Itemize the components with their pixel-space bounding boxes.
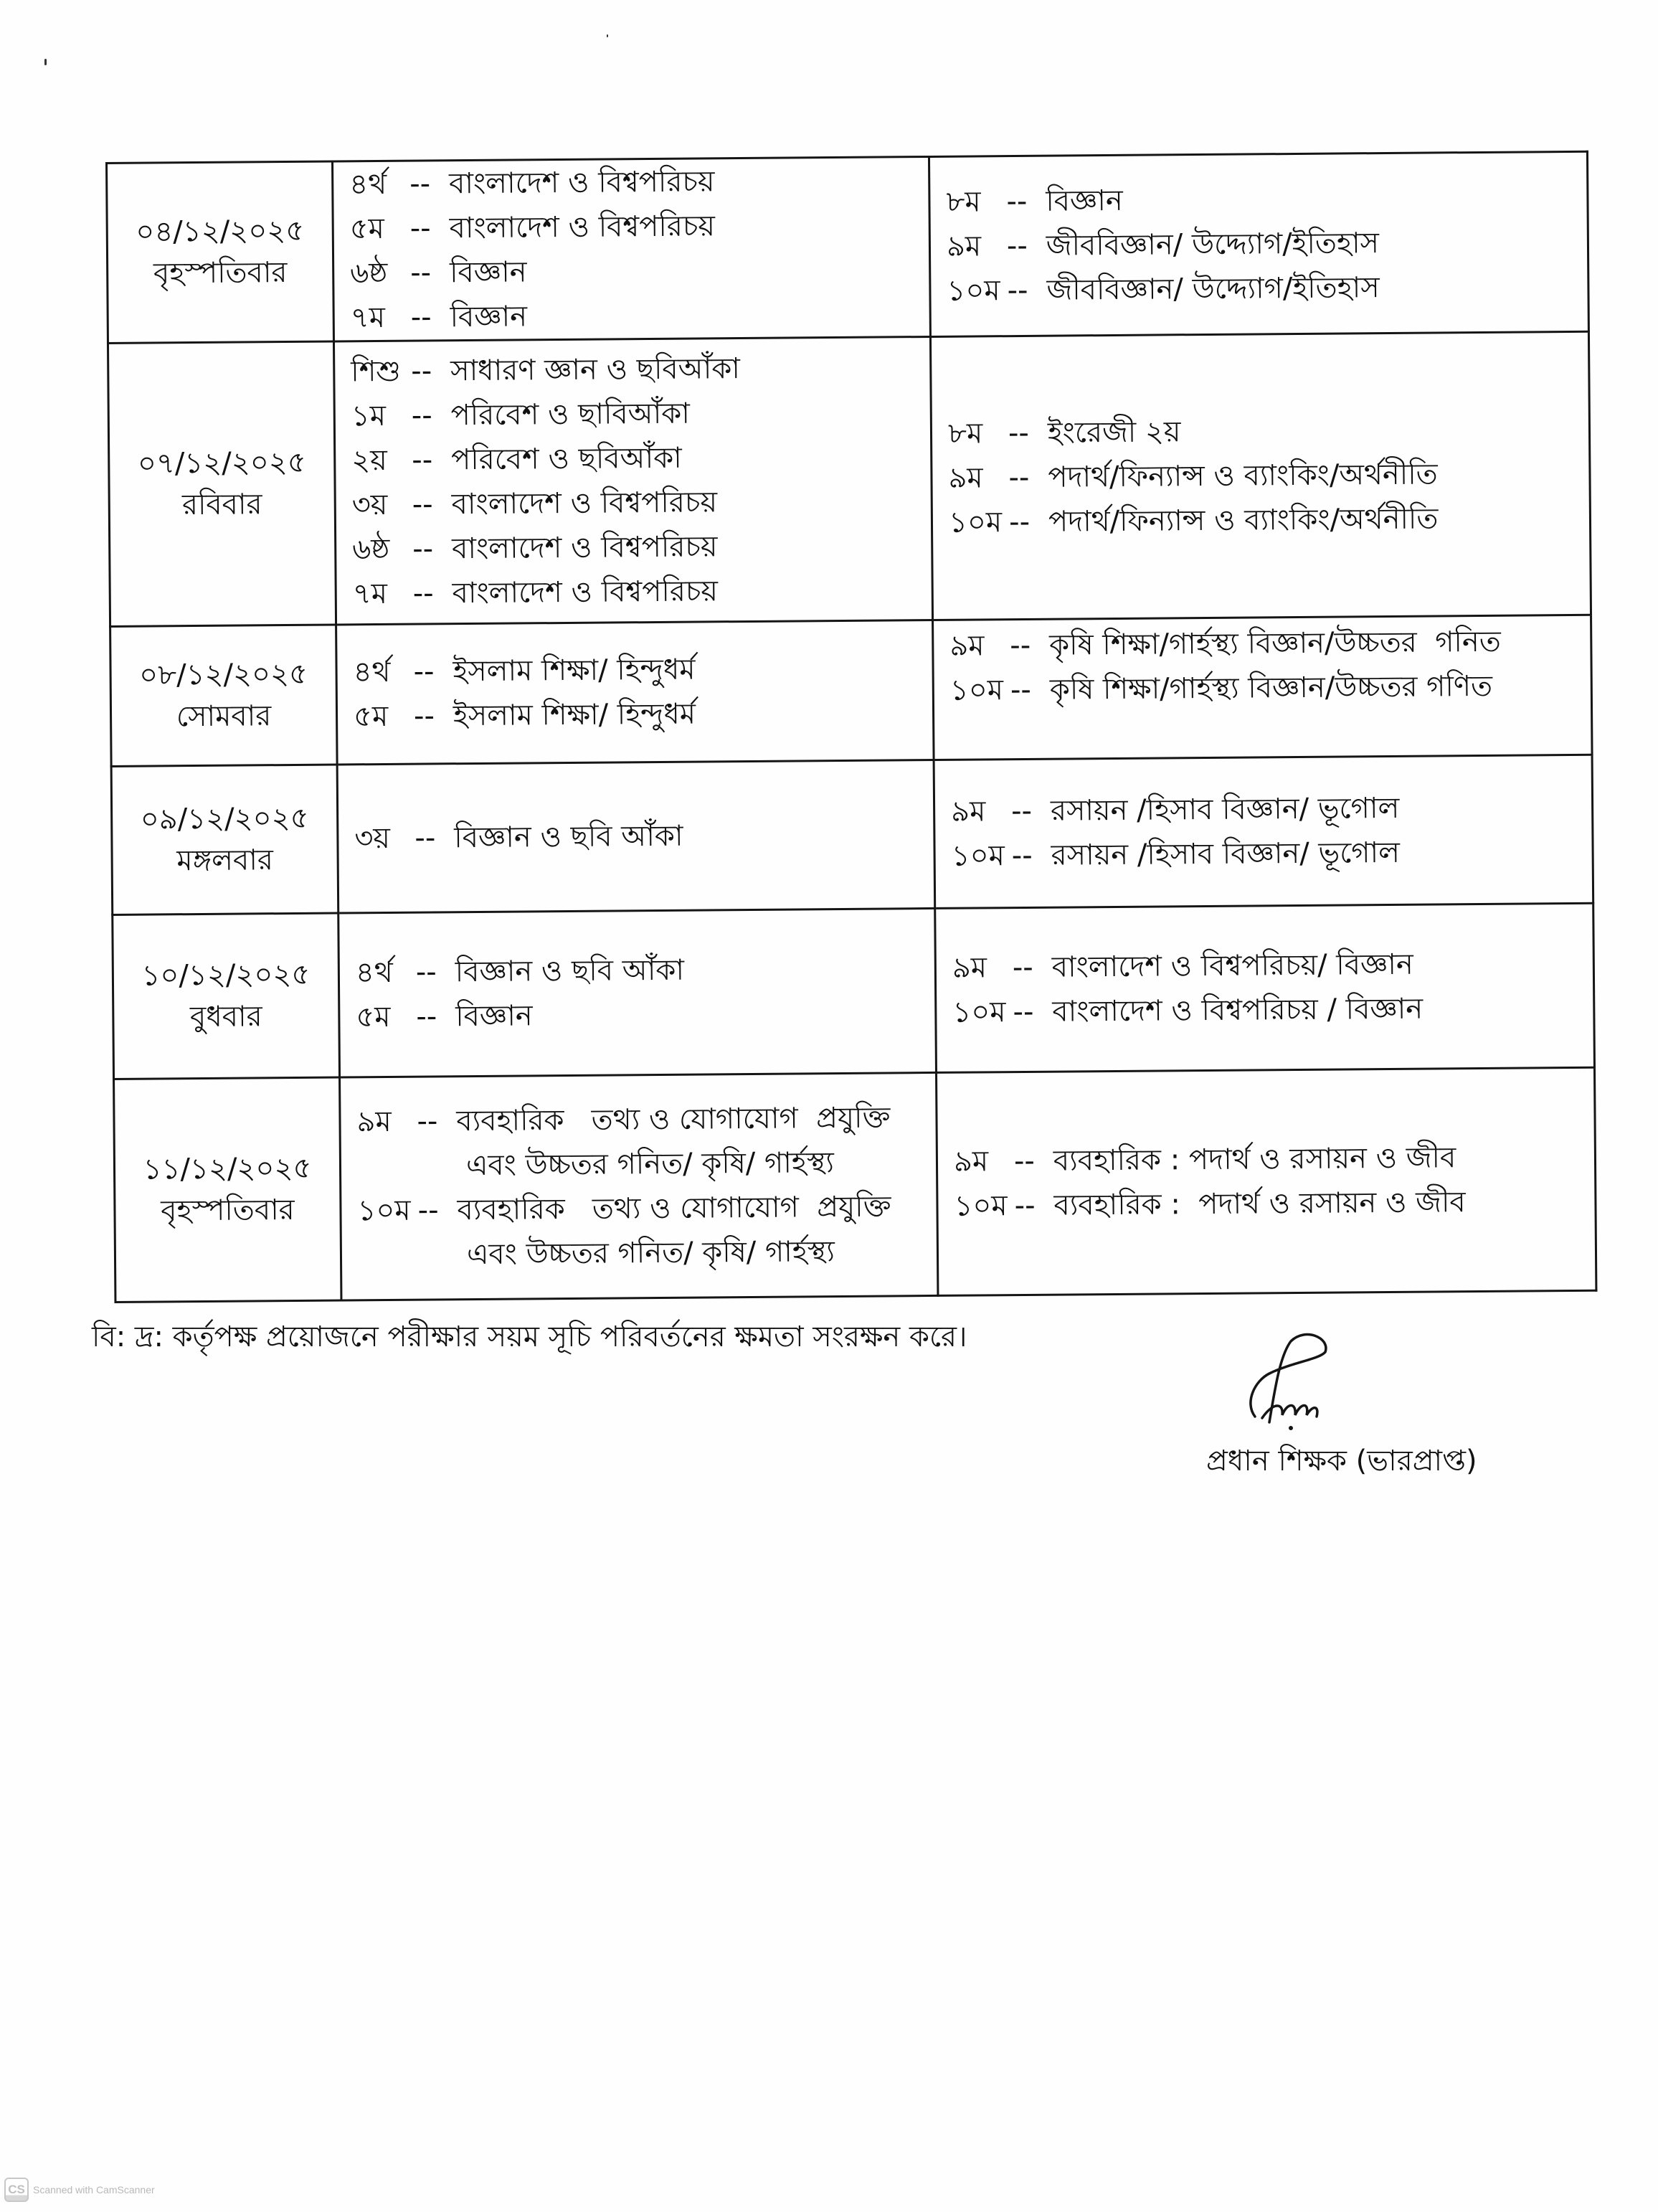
- class-subject-entry: [951, 829, 1591, 879]
- class-label: ৯ম: [953, 1145, 989, 1178]
- separator: --: [1013, 995, 1034, 1029]
- subject-name: বাংলাদেশ ও বিশ্বপরিচয়/ বিজ্ঞান: [1051, 947, 1413, 984]
- exam-date: ১১/১২/২০২৫: [143, 1151, 312, 1186]
- class-subject-entry: [351, 389, 930, 438]
- schedule-row: [114, 1067, 1596, 1302]
- subject-name: বিজ্ঞান ও ছবি আঁকা: [454, 819, 683, 855]
- separator: --: [1010, 794, 1033, 828]
- subject-name: ব্যবহারিক : পদার্থ ও রসায়ন ও জীব: [1053, 1186, 1466, 1222]
- subject-name: জীববিজ্ঞান/ উদ্দ্যোগ/ইতিহাস: [1046, 271, 1380, 307]
- class-subject-entry: [352, 478, 931, 527]
- subject-name: বিজ্ঞান: [449, 255, 527, 290]
- subject-name: পরিবেশ ও ছাবিআঁকা: [450, 397, 691, 433]
- class-label: ৬ষ্ঠ: [350, 256, 388, 290]
- separator: --: [409, 167, 431, 201]
- class-label: ১০ম: [357, 1194, 411, 1228]
- exam-day: বুধবার: [189, 1000, 262, 1034]
- date-cell: [114, 1077, 341, 1302]
- separator: --: [411, 399, 432, 433]
- separator: --: [1010, 628, 1031, 663]
- date-cell: [113, 913, 340, 1079]
- separator: --: [415, 955, 437, 989]
- class-subject-entry: [951, 785, 1591, 834]
- subject-name: বাংলাদেশ ও বিশ্বপরিচয়: [448, 165, 715, 201]
- junior-classes-cell: [333, 336, 932, 625]
- class-label: ৭ম: [350, 301, 386, 335]
- subject-name: রসায়ন /হিসাব বিজ্ঞান/ ভূগোল: [1051, 836, 1401, 872]
- date-cell: [110, 625, 338, 766]
- exam-day: বৃহস্পতিবার: [161, 1193, 295, 1228]
- class-label: ৩য়: [351, 488, 388, 522]
- class-subject-entry: [949, 496, 1589, 545]
- subject-name: বিজ্ঞান: [455, 999, 533, 1034]
- class-label: ১০ম: [947, 274, 1000, 308]
- exam-date: ০৭/১২/২০২৫: [137, 445, 306, 481]
- subject-name: বাংলাদেশ ও বিশ্বপরিচয়: [449, 209, 716, 245]
- separator: --: [1013, 1144, 1036, 1178]
- separator: --: [412, 488, 433, 521]
- exam-date: ০৮/১২/২০২৫: [139, 657, 308, 692]
- subject-name: জীববিজ্ঞান/ উদ্দ্যোগ/ইতিহাস: [1046, 227, 1380, 263]
- class-label: ২য়: [351, 443, 388, 478]
- subject-name: বাংলাদেশ ও বিশ্বপরিচয় / বিজ্ঞান: [1052, 992, 1423, 1029]
- subject-name: ব্যবহারিক : পদার্থ ও রসায়ন ও জীব: [1053, 1141, 1456, 1178]
- senior-classes-cell: [929, 151, 1588, 336]
- subject-name: বাংলাদেশ ও বিশ্বপরিচয়: [451, 486, 718, 521]
- class-subject-entry: [356, 946, 934, 995]
- class-label: ১০ম: [948, 506, 1003, 539]
- signatory-title: প্রধান শিক্ষক (ভারপ্রাপ্ত): [1206, 1445, 1477, 1478]
- junior-classes-cell: [337, 760, 935, 913]
- class-subject-entry: [349, 158, 928, 207]
- schedule-row: [110, 615, 1592, 766]
- separator: --: [1014, 1188, 1036, 1223]
- schedule-row: [107, 151, 1589, 343]
- separator: --: [1011, 838, 1033, 873]
- class-label: ৯ম: [950, 795, 986, 828]
- schedule-row: [113, 903, 1595, 1079]
- separator: --: [417, 1194, 439, 1227]
- separator: --: [412, 577, 434, 610]
- separator: --: [416, 1000, 437, 1034]
- class-subject-entry: [353, 646, 932, 694]
- subject-continuation: এবং উচ্চতর গনিত/ কৃষি/ গার্হস্থ্য: [465, 1146, 835, 1183]
- signature: [1241, 1330, 1334, 1431]
- senior-classes-cell: [930, 331, 1591, 620]
- separator: --: [413, 699, 435, 733]
- subject-name: কৃষি শিক্ষা/গার্হস্থ্য বিজ্ঞান/উচ্চতর গনিত: [1049, 625, 1501, 662]
- subject-name: রসায়ন /হিসাব বিজ্ঞান/ ভূগোল: [1050, 791, 1400, 828]
- class-label: ৮ম: [946, 185, 981, 219]
- class-subject-entry: [949, 619, 1590, 668]
- exam-day: সোমবার: [176, 699, 272, 734]
- subject-name: সাধারণ জ্ঞান ও ছবিআঁকা: [450, 352, 741, 388]
- class-label: ৩য়: [354, 821, 391, 856]
- exam-date: ১০/১২/২০২৫: [141, 958, 311, 993]
- class-label: ৬ষ্ঠ: [352, 532, 390, 567]
- subject-name: পদার্থ/ফিন্যান্স ও ব্যাংকিং/অর্থনীতি: [1048, 502, 1439, 539]
- subject-name: বাংলাদেশ ও বিশ্বপরিচয়: [452, 575, 719, 610]
- junior-classes-cell: [336, 620, 934, 765]
- separator: --: [1008, 460, 1030, 495]
- exam-date: ০৯/১২/২০২৫: [140, 801, 309, 836]
- class-subject-entry: [947, 219, 1587, 269]
- class-label: ১০ম: [952, 996, 1006, 1029]
- class-label: ৯ম: [948, 461, 983, 495]
- class-subject-entry: [356, 991, 934, 1039]
- class-subject-entry: [354, 812, 933, 861]
- separator: --: [412, 532, 434, 566]
- subject-name: বাংলাদেশ ও বিশ্বপরিচয়: [451, 530, 718, 566]
- class-subject-entry: [350, 291, 929, 340]
- junior-classes-cell: [340, 1072, 938, 1300]
- class-label: ৯ম: [946, 230, 982, 263]
- subject-name: পরিবেশ ও ছবিআঁকা: [450, 441, 682, 477]
- class-subject-entry: [946, 175, 1586, 224]
- class-subject-entry: [357, 1184, 936, 1233]
- subject-name: পদার্থ/ফিন্যান্স ও ব্যাংকিং/অর্থনীতি: [1048, 458, 1438, 494]
- separator: --: [1012, 950, 1033, 985]
- schedule-row: [111, 755, 1593, 914]
- scan-speck: [44, 59, 47, 65]
- exam-day: রবিবার: [181, 488, 262, 522]
- exam-day: মঙ্গলবার: [176, 843, 274, 878]
- separator: --: [415, 821, 436, 855]
- subject-name: ইংরেজী ২য়: [1047, 415, 1181, 450]
- date-cell: [111, 765, 338, 914]
- class-subject-entry: [954, 1135, 1594, 1184]
- separator: --: [410, 301, 432, 334]
- senior-classes-cell: [933, 615, 1593, 760]
- class-subject-entry: [948, 451, 1588, 501]
- senior-classes-cell: [934, 755, 1593, 908]
- class-label: ১০ম: [951, 839, 1005, 873]
- subject-name: ব্যবহারিক তথ্য ও যোগাযোগ প্রযুক্তি: [457, 1190, 891, 1227]
- subject-name: ব্যবহারিক তথ্য ও যোগাযোগ প্রযুক্তি: [456, 1101, 891, 1138]
- subject-name: ইসলাম শিক্ষা/ হিন্দুধর্ম: [453, 697, 696, 733]
- separator: --: [412, 443, 433, 477]
- class-label: ৫ম: [349, 212, 385, 246]
- class-label: ৯ম: [356, 1105, 392, 1139]
- class-label: ৪র্থ: [355, 955, 393, 990]
- class-label: ৪র্থ: [353, 655, 391, 689]
- class-subject-entry: [350, 202, 929, 251]
- exam-schedule-table: [105, 151, 1597, 1303]
- watermark-text: Scanned with CamScanner: [33, 2184, 155, 2196]
- class-label: ৮ম: [947, 417, 983, 450]
- separator: --: [417, 1105, 438, 1138]
- subject-name: ইসলাম শিক্ষা/ হিন্দুধর্ম: [453, 653, 696, 689]
- class-subject-entry: [954, 1179, 1594, 1229]
- senior-classes-cell: [937, 1067, 1596, 1295]
- separator: --: [409, 212, 431, 245]
- exam-date: ০৪/১২/২০২৫: [136, 214, 305, 249]
- subject-continuation: এবং উচ্চতর গনিত/ কৃষি/ গার্হস্থ্য: [466, 1235, 835, 1272]
- junior-classes-cell: [333, 156, 931, 341]
- class-subject-entry: [952, 986, 1593, 1035]
- subject-name: বিজ্ঞান: [1046, 184, 1123, 218]
- separator: --: [1006, 229, 1028, 263]
- class-subject-entry: [350, 247, 929, 296]
- class-label: ১ম: [351, 399, 387, 433]
- class-subject-entry: [351, 345, 929, 394]
- separator: --: [411, 354, 432, 388]
- date-cell: [108, 341, 336, 626]
- class-label: ৭ম: [352, 577, 388, 611]
- subject-name: বিজ্ঞান ও ছবি আঁকা: [455, 953, 685, 989]
- footnote: বি: দ্র: কর্তৃপক্ষ প্রয়োজনে পরীক্ষার সয়ম সূচি পরিবর্তনের ক্ষমতা সংরক্ষন করে।: [92, 1320, 967, 1353]
- class-subject-entry: [352, 523, 931, 572]
- camscanner-logo-icon: CS: [4, 2178, 29, 2202]
- separator: --: [1007, 273, 1028, 308]
- junior-classes-cell: [338, 908, 937, 1077]
- class-label: ৯ম: [952, 951, 987, 985]
- class-subject-entry: [950, 663, 1591, 713]
- class-subject-entry: [947, 264, 1587, 313]
- schedule-row: [108, 331, 1591, 626]
- separator: --: [410, 256, 432, 290]
- class-label: ১০ম: [954, 1189, 1008, 1223]
- class-subject-entry: [356, 1095, 935, 1144]
- class-label: শিশু: [351, 354, 402, 389]
- class-label: ৫ম: [356, 1000, 391, 1034]
- separator: --: [1010, 673, 1032, 707]
- class-label: ১০ম: [949, 673, 1004, 707]
- class-label: ৯ম: [949, 629, 985, 663]
- senior-classes-cell: [935, 903, 1595, 1072]
- camscanner-watermark: [4, 2178, 155, 2202]
- exam-day: বৃহস্পতিবার: [153, 256, 288, 290]
- scan-speck: [607, 34, 608, 37]
- date-cell: [107, 161, 334, 343]
- class-label: ৫ম: [353, 699, 389, 734]
- separator: --: [1008, 505, 1031, 539]
- separator: --: [413, 655, 435, 689]
- class-subject-entry: [354, 690, 932, 739]
- class-subject-entry: [351, 434, 930, 483]
- class-subject-entry: [948, 407, 1588, 456]
- class-subject-entry: [352, 567, 931, 616]
- class-label: ৪র্থ: [349, 167, 387, 202]
- separator: --: [1006, 184, 1028, 219]
- subject-name: কৃষি শিক্ষা/গার্হস্থ্য বিজ্ঞান/উচ্চতর গণিত: [1049, 669, 1493, 706]
- subject-name: বিজ্ঞান: [450, 300, 528, 334]
- separator: --: [1008, 416, 1030, 450]
- class-subject-entry: [952, 941, 1593, 991]
